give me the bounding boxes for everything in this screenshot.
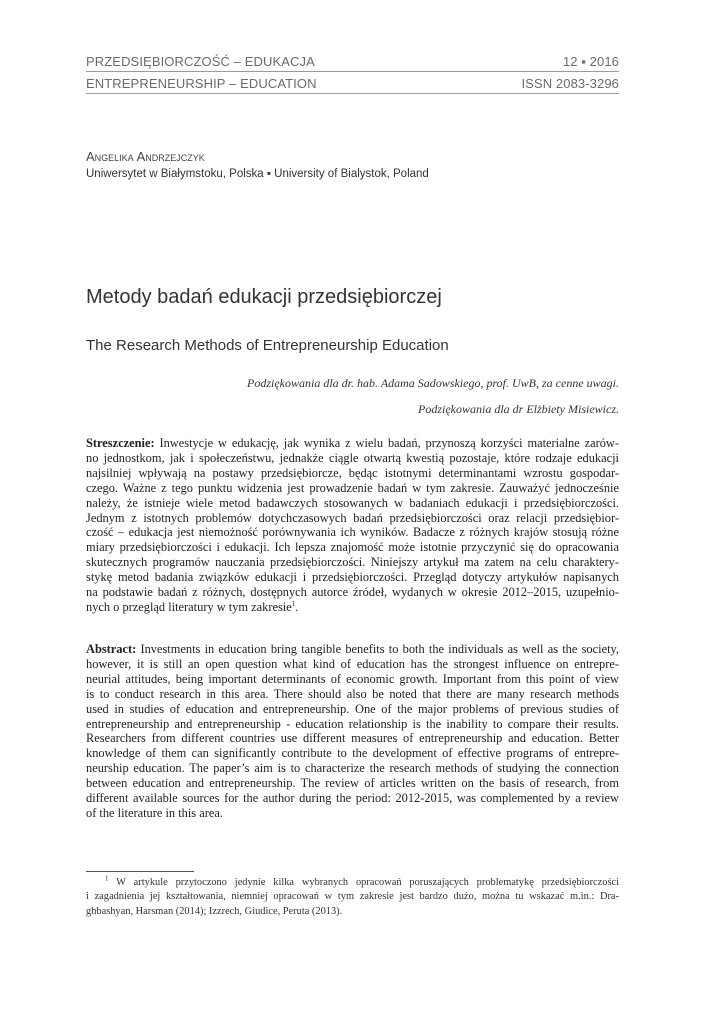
text-line: skutecznych programów nauczania przedsiębiorczości. Niniejszy artykuł ma zatem na celu charaktery- xyxy=(86,555,619,570)
author-name: Angelika Andrzejczyk xyxy=(86,149,205,164)
streszczenie-label: Streszczenie: xyxy=(86,436,155,450)
text-line: na podstawie badań z różnych, dostępnych autorce źródeł, wydanych w okresie 2012–2015, uzupełnio- xyxy=(86,585,619,600)
journal-title-english: ENTREPRENEURSHIP – EDUCATION xyxy=(86,76,317,91)
text-line: of the literature in this area. xyxy=(86,805,223,820)
text-line: i zagadnienia jej kształtowania, niemniej opracowań w tym zakresie jest bardzo dużo, można tu wskazać m.in.: Dra- xyxy=(86,891,619,903)
text-line: however, it is still an open question what kind of education has the strongest influence on entrepre- xyxy=(86,656,619,671)
text-line: Streszczenie: Inwestycje w edukację, jak wynika z wielu badań, przynoszą korzyści materialne zarów- xyxy=(86,436,619,450)
journal-title-polish: PRZEDSIĘBIORCZOŚĆ – EDUKACJA xyxy=(86,54,315,69)
text-line: miary przedsiębiorczości i edukacji. Ich lepsza znajomość może istotnie przyczynić się do opracowania xyxy=(86,540,619,555)
text-line: czość – edukacja jest niemożność porównywania ich wyników. Badacze z różnych krajów stosują różne xyxy=(86,525,619,540)
text-line: knowledge of them can significantly contribute to the development of effective programs of entrepre- xyxy=(86,746,619,761)
footnote xyxy=(86,876,619,919)
text-line: należy, że istnieje wiele metod badawczych stosowanych w badaniach edukacji i przedsiębiorczości. xyxy=(86,495,619,510)
abstract-label: Abstract: xyxy=(86,642,137,656)
footnote-reference[interactable]: 1 xyxy=(291,599,296,608)
running-header-bottom xyxy=(86,76,619,91)
acknowledgement: Podziękowania dla dr Elżbiety Misiewicz. xyxy=(418,402,619,416)
text-line: Jednym z istotnych problemów dotychczasowych badań przedsiębiorczości oraz relacji przedsiębior- xyxy=(86,510,619,525)
footnote-divider xyxy=(86,871,194,872)
issn: ISSN 2083-3296 xyxy=(521,76,619,91)
text-line: $^1$ W artykule przytoczono jedynie kilka wybranych opracowań poruszających problematykę przedsiębiorczości xyxy=(105,874,619,888)
footnote-marker: 1 xyxy=(105,874,109,883)
header-divider xyxy=(86,71,619,72)
issue-number: 12 ▪ 2016 xyxy=(562,54,619,69)
text-line: ghbashyan, Harsman (2014); Izzrech, Giudice, Peruta (2013). xyxy=(86,905,343,917)
text-line: is to conduct research in this area. There should also be noted that there are many research methods xyxy=(86,686,619,701)
text-line: neurial attitudes, being important determinants of economic growth. Important from this point of view xyxy=(86,671,619,686)
text-line: between education and entrepreneurship. The review of articles written on the basis of research, from xyxy=(86,776,619,791)
article-title-english: The Research Methods of Entrepreneurship Education xyxy=(86,337,449,354)
text-line: entrepreneurship and entrepreneurship - education relationship is the inability to compare their results. xyxy=(86,716,619,731)
text-line: Researchers from different countries use different measures of entrepreneurship and education. Better xyxy=(86,731,619,746)
text-line: Abstract: Investments in education bring tangible benefits to both the individuals as well as the society, xyxy=(86,642,619,656)
text-line: different available sources for the author during the period: 2012-2015, was complemented by a review xyxy=(86,791,619,806)
text-line: used in studies of education and entrepreneurship. One of the major problems of previous studies of xyxy=(86,701,619,716)
author-affiliation: Uniwersytet w Białymstoku, Polska ▪ University of Bialystok, Poland xyxy=(86,168,429,180)
text-line: czego. Ważne z tego punktu widzenia jest prowadzenie badań w tym zakresie. Zauważyć jednocześnie xyxy=(86,480,619,495)
header-divider xyxy=(86,93,619,94)
abstract-paragraph xyxy=(86,642,619,821)
text-line: no jednostkom, jak i społeczeństwu, jednakże ciągle otwartą kwestią pozostaje, które rodzaje edukacji xyxy=(86,450,619,465)
running-header-top xyxy=(86,54,619,69)
text-line: stykę metod badania związków edukacji i przedsiębiorczości. Przegląd dotyczy artykułów napisanych xyxy=(86,570,619,585)
text-line: nych o przegląd literatury w tym zakresie$^1$. xyxy=(86,599,299,614)
article-title-polish: Metody badań edukacji przedsiębiorczej xyxy=(86,286,442,308)
streszczenie-paragraph xyxy=(86,436,619,615)
text-line: neurship education. The paper’s aim is to characterize the research methods of studying the connection xyxy=(86,761,619,776)
text-line: najsilniej wpływają na postawy przedsiębiorcze, będąc istotnymi determinantami wzrostu gospodar- xyxy=(86,465,619,480)
acknowledgement: Podziękowania dla dr. hab. Adama Sadowskiego, prof. UwB, za cenne uwagi. xyxy=(247,376,619,390)
